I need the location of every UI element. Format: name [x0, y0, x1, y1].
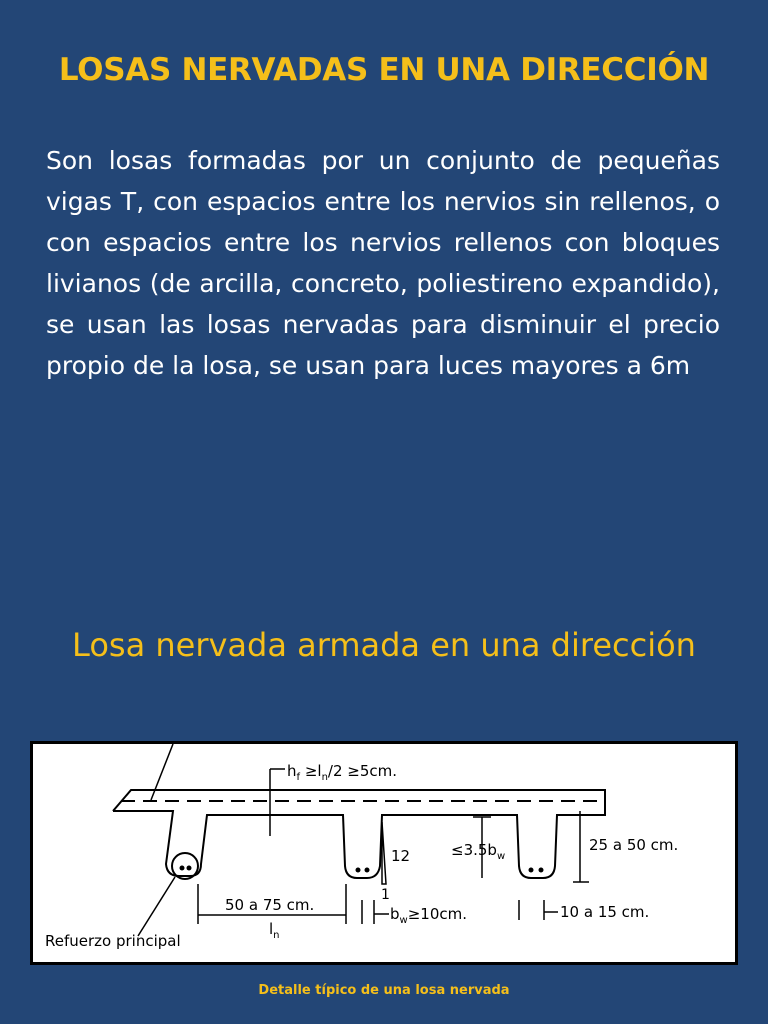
slab-thickness-label: $h_f \ge l_n/2 \ge 5cm$.	[287, 762, 398, 783]
rib-width-label: 10 a 15 cm.	[560, 903, 650, 921]
slope-label-2: 1	[381, 887, 390, 903]
rib-min-width-label: $b_w\ge 10cm$.	[390, 905, 468, 926]
slide-title: LOSAS NERVADAS EN UNA DIRECCIÓN	[58, 52, 710, 88]
body-paragraph: Son losas formadas por un conjunto de pequeñas vigas T, con espacios entre los nervios sin rellenos, o con espacios entre los nervios rellenos con bloques livianos (de arcilla, concreto, poliestireno expandido), se usan las losas nervadas para disminuir el precio propio de la losa, se usan para luces mayores a 6m	[46, 146, 720, 380]
spacing-label: 50 a 75 cm.	[225, 896, 315, 914]
ln-label: $l_n$	[269, 920, 280, 941]
ribbed-slab-drawing	[33, 744, 735, 962]
slab-top-outline	[113, 790, 605, 811]
depth-label: 25 a 50 cm.	[589, 836, 679, 854]
figure-subtitle: Losa nervada armada en una dirección	[72, 626, 696, 664]
figure-caption: Detalle típico de una losa nervada	[258, 983, 510, 998]
ribbed-slab-diagram	[30, 741, 738, 965]
reinforcement-label: Refuerzo principal	[45, 932, 181, 950]
slope-label: 12	[391, 847, 411, 865]
rib-height-label: $\le 3.5b_w$	[451, 841, 506, 862]
